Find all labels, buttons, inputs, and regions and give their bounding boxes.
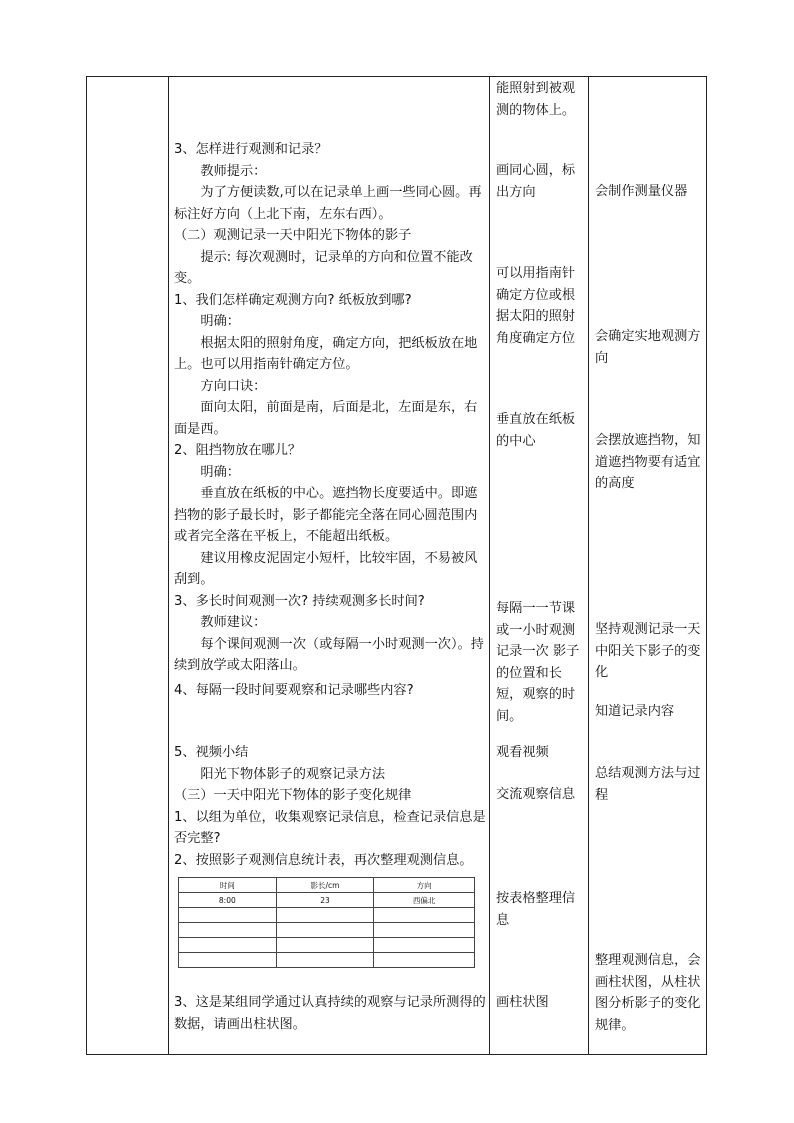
column-divider-3 [588,76,589,1055]
design-intent: 坚持观测记录一天中阳关下影子的变化 [595,622,701,680]
paragraph: 明确： [200,464,240,480]
step-heading: 1、以组为单位，收集观察记录信息，检查记录信息是否完整? [174,809,486,846]
table-border-bottom [86,1054,707,1055]
main-content-block-4 [174,992,486,1035]
table-cell [179,908,277,923]
design-intent: 会摆放遮挡物，知道遮挡物要有适宜的高度 [595,433,701,491]
design-intent: 会制作测量仪器 [595,184,688,199]
student-activity: 每隔一一节课或一小时观测记录一次 影子的位置和长短，观察的时间。 [496,601,580,724]
step-heading: 2、阻挡物放在哪儿？ [174,443,302,458]
paragraph: 垂直放在纸板的中心。遮挡物长度要适中。即遮挡物的影子最长时，影子都能完全落在同心圆范围内或者完全落在平板上，不能超出纸板。 [174,486,478,544]
table-header: 方向 [374,878,475,893]
table-cell [179,938,277,953]
table-header: 影长/cm [276,878,374,893]
main-content-block-3 [174,742,486,871]
table-border-right [706,76,707,1055]
table-row [179,953,475,968]
paragraph: 教师建议： [200,615,267,630]
table-row [179,908,475,923]
table-cell: 西偏北 [374,893,475,908]
design-intent: 总结观测方法与过程 [595,766,701,803]
step-heading: 1、我们怎样确定观测方向? 纸板放到哪? [174,292,412,308]
design-intent: 会确定实地观测方向 [595,329,701,366]
table-cell [374,938,475,953]
table-cell [179,953,277,968]
table-cell [276,923,374,938]
paragraph: 提示: 每次观测时，记录单的方向和位置不能改变。 [174,249,473,286]
table-cell [179,923,277,938]
col3-continuation: 能照射到被观 测的物体上。 [496,81,576,118]
table-header-row [179,878,475,893]
paragraph: 阳光下物体影子的观察记录方法 [200,766,386,782]
design-intent: 知道记录内容 [595,704,675,719]
step-heading: 3、怎样进行观测和记录？ [174,142,328,157]
paragraph: 每个课间观测一次（或每隔一小时观测一次）。持续到放学或太阳落山。 [174,636,484,673]
table-border-top [86,76,707,77]
student-activity: 画同心圆，标出方向 [496,163,576,200]
table-border-left [86,76,87,1055]
main-content-block-1 [174,139,486,677]
section-heading: （三）一天中阳光下物体的影子变化规律 [174,788,412,803]
paragraph: 方向口诀： [200,378,267,394]
table-cell [374,953,475,968]
table-row [179,938,475,953]
student-activity: 垂直放在纸板的中心 [496,412,576,449]
table-cell [374,908,475,923]
student-activity: 按表格整理信息 [496,891,576,928]
student-activity: 交流观察信息 [496,787,576,802]
table-row [179,923,475,938]
paragraph: 为了方便读数,可以在记录单上画一些同心圆。再标注好方向（上北下南，左东右西）。 [174,185,482,222]
paragraph: 建议用橡皮泥固定小短杆，比较牢固，不易被风刮到。 [174,550,478,587]
main-content-block-2 [174,680,486,702]
table-cell [276,908,374,923]
student-activity: 可以用指南针确定方位或根据太阳的照射角度确定方位 [496,266,576,346]
step-heading: 3、这是某组同学通过认真持续的观察与记录所测得的数据，请画出柱状图。 [174,995,486,1032]
step-heading: 3、多长时间观测一次? 持续观测多长时间? [174,593,425,609]
paragraph: 明确： [200,314,240,329]
step-heading: 5、视频小结 [174,745,249,760]
observation-table [178,877,475,968]
table-header: 时间 [179,878,277,893]
design-intent: 整理观测信息，会画柱状图，从柱状图分析影子的变化规律。 [595,953,701,1033]
student-activity: 画柱状图 [496,995,549,1010]
column-divider-2 [489,76,490,1055]
column-divider-1 [168,76,169,1055]
table-cell [374,923,475,938]
student-activity: 观看视频 [496,745,549,760]
section-heading: （二）观测记录一天中阳光下物体的影子 [174,228,412,243]
table-row [179,893,475,908]
paragraph: 根据太阳的照射角度，确定方向，把纸板放在地上。也可以用指南针确定方位。 [174,335,478,372]
step-heading: 4、每隔一段时间要观察和记录哪些内容? [174,683,414,698]
paragraph: 面向太阳，前面是南，后面是北，左面是东，右面是西。 [174,400,478,437]
table-cell [276,938,374,953]
step-heading: 2、按照影子观测信息统计表，再次整理观测信息。 [174,852,473,868]
paragraph: 教师提示： [200,163,267,179]
table-cell: 23 [276,893,374,908]
table-cell: 8:00 [179,893,277,908]
table-cell [276,953,374,968]
